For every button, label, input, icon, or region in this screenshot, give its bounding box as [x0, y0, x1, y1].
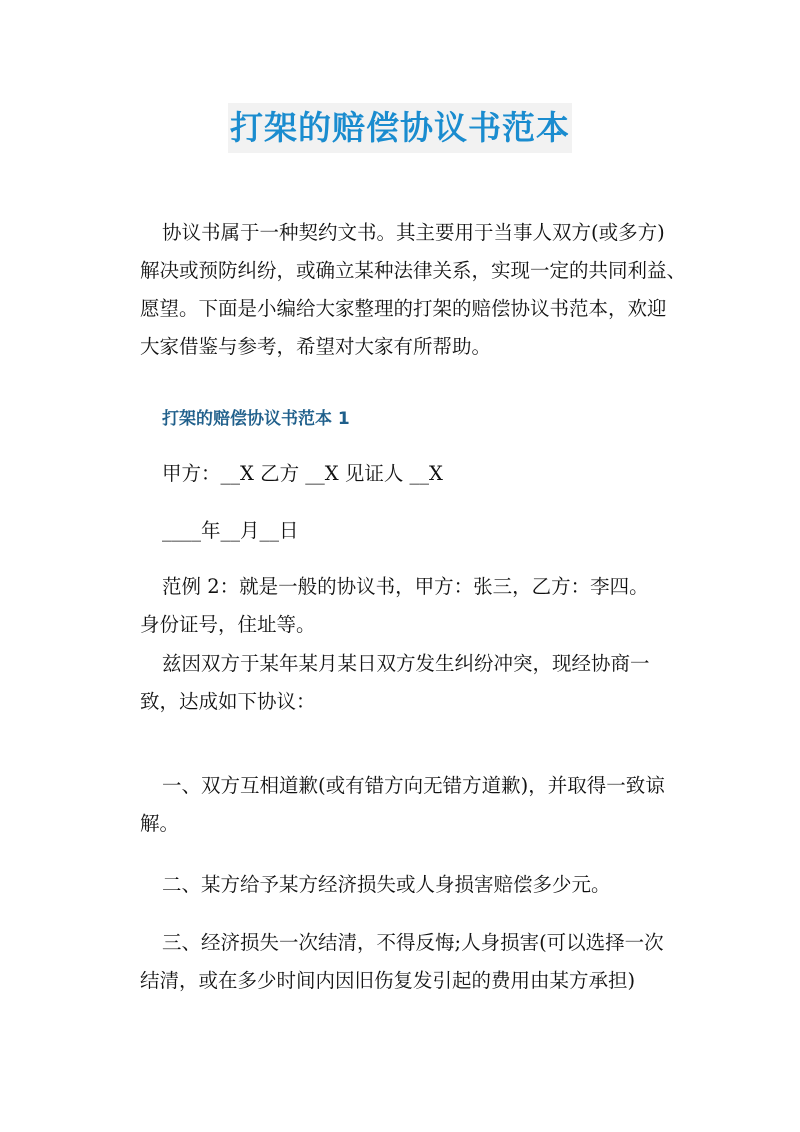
clause-line: 解。 — [140, 812, 180, 835]
example-line: 范例 2：就是一般的协议书，甲方：张三，乙方：李四。 — [162, 575, 649, 598]
intro-paragraph — [140, 214, 687, 366]
example-paragraph — [140, 568, 682, 644]
preamble-line: 兹因双方于某年某月某日双方发生纠纷冲突，现经协商一 — [162, 652, 650, 675]
parties-text: 甲方：__X 乙方 __X 见证人 __X — [162, 462, 443, 485]
intro-line: 大家借鉴与参考，希望对大家有所帮助。 — [140, 335, 492, 358]
clause-1 — [140, 767, 682, 843]
preamble-line: 致，达成如下协议： — [140, 690, 316, 713]
intro-line: 解决或预防纠纷，或确立某种法律关系，实现一定的共同利益、 — [140, 259, 687, 282]
clause-2 — [162, 866, 682, 904]
clause-line: 一、双方互相道歉(或有错方向无错方道歉)，并取得一致谅 — [162, 774, 665, 797]
document-title: 打架的赔偿协议书范本 — [228, 103, 572, 153]
date-line — [162, 512, 682, 550]
intro-line: 协议书属于一种契约文书。其主要用于当事人双方(或多方) — [162, 221, 665, 244]
clause-3 — [140, 924, 682, 1000]
clause-line: 三、经济损失一次结清，不得反悔;人身损害(可以选择一次 — [162, 931, 664, 954]
parties-line — [162, 455, 682, 493]
intro-line: 愿望。下面是小编给大家整理的打架的赔偿协议书范本，欢迎 — [140, 297, 667, 320]
title-container — [0, 103, 800, 153]
section-heading: 打架的赔偿协议书范本 1 — [162, 409, 350, 429]
date-text: ____年__月__日 — [162, 519, 299, 542]
clause-line: 结清，或在多少时间内因旧伤复发引起的费用由某方承担) — [140, 969, 636, 992]
example-line: 身份证号，住址等。 — [140, 613, 316, 636]
preamble-paragraph — [140, 645, 682, 721]
clause-line: 二、某方给予某方经济损失或人身损害赔偿多少元。 — [162, 873, 611, 896]
